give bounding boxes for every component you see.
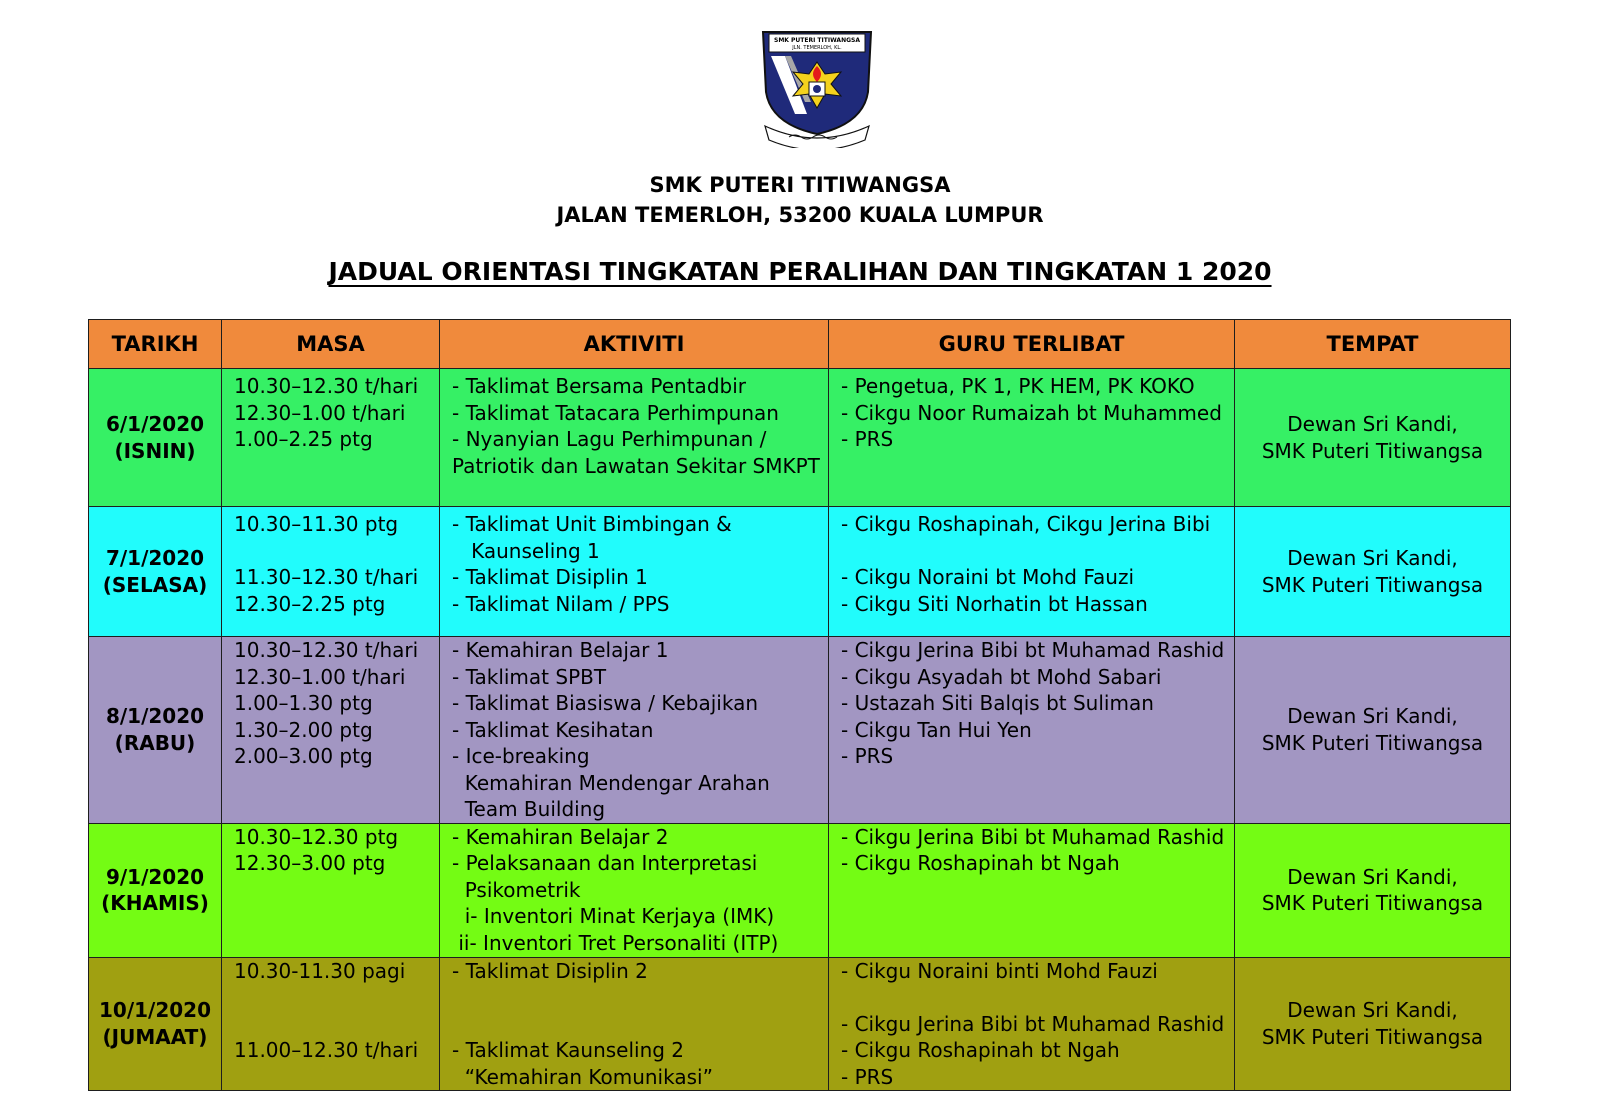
activity-line: Kaunseling 1 bbox=[452, 538, 600, 563]
schedule-title-text: JADUAL ORIENTASI TINGKATAN PERALIHAN DAN TINGKATAN 1 2020 bbox=[328, 257, 1272, 286]
teacher-line: - PRS bbox=[841, 1064, 894, 1089]
activity-line: - Taklimat Nilam / PPS bbox=[452, 591, 670, 616]
table-row bbox=[89, 823, 1511, 957]
place-cell bbox=[1235, 823, 1511, 957]
teachers-cell bbox=[829, 957, 1235, 1091]
teacher-line: - Cikgu Jerina Bibi bt Muhamad Rashid bbox=[841, 638, 1225, 662]
activity-line: Psikometrik bbox=[452, 877, 581, 902]
time-line: 12.30–1.00 t/hari bbox=[234, 400, 406, 425]
teacher-line: - Cikgu Jerina Bibi bt Muhamad Rashid bbox=[841, 824, 1225, 849]
teacher-line: - Pengetua, PK 1, PK HEM, PK KOKO bbox=[841, 374, 1195, 398]
teacher-line: - Cikgu Roshapinah, Cikgu Jerina Bibi bbox=[841, 512, 1211, 536]
schedule-title bbox=[0, 257, 1600, 286]
teachers-cell bbox=[829, 507, 1235, 637]
teachers-cell bbox=[829, 637, 1235, 824]
date-cell bbox=[89, 823, 222, 957]
activity-line: - Ice-breaking bbox=[452, 744, 590, 768]
activity-line: - Taklimat Disiplin 1 bbox=[452, 565, 648, 589]
crest-banner-text: SMK PUTERI TITIWANGSA bbox=[774, 37, 860, 44]
table-row bbox=[89, 637, 1511, 824]
date-text: 8/1/2020 bbox=[105, 704, 205, 729]
activity-line: - Taklimat Kaunseling 2 bbox=[452, 1038, 685, 1062]
time-cell bbox=[222, 637, 440, 824]
activity-line: - Taklimat Disiplin 2 bbox=[452, 958, 648, 983]
time-cell bbox=[222, 823, 440, 957]
time-line: 12.30–3.00 ptg bbox=[234, 851, 386, 875]
orientation-schedule-table bbox=[88, 319, 1511, 1091]
time-line: 12.30–2.25 ptg bbox=[234, 591, 386, 616]
activity-cell bbox=[440, 637, 829, 824]
activity-line bbox=[452, 1011, 828, 1038]
time-line: 10.30–12.30 t/hari bbox=[234, 374, 419, 398]
date-cell bbox=[89, 507, 222, 637]
place-line: SMK Puteri Titiwangsa bbox=[1261, 572, 1484, 597]
teacher-line: - Cikgu Asyadah bt Mohd Sabari bbox=[841, 664, 1162, 689]
teacher-line: - Cikgu Jerina Bibi bt Muhamad Rashid bbox=[841, 1011, 1225, 1036]
table-row bbox=[89, 957, 1511, 1091]
time-line: 1.30–2.00 ptg bbox=[234, 717, 373, 742]
place-line: Dewan Sri Kandi, bbox=[1287, 704, 1458, 729]
time-line: 11.00–12.30 t/hari bbox=[234, 1038, 419, 1062]
activity-line: - Pelaksanaan dan Interpretasi bbox=[452, 851, 758, 875]
time-line: 1.00–1.30 ptg bbox=[234, 691, 373, 715]
table-header-row bbox=[89, 320, 1511, 369]
teacher-line: - Cikgu Roshapinah bt Ngah bbox=[841, 1038, 1120, 1062]
teacher-line bbox=[841, 538, 1234, 565]
activity-cell bbox=[440, 507, 829, 637]
school-crest-logo bbox=[755, 22, 879, 148]
date-cell bbox=[89, 369, 222, 507]
teacher-line: - Cikgu Noor Rumaizah bt Muhammed bbox=[841, 400, 1222, 425]
place-line: Dewan Sri Kandi, bbox=[1287, 998, 1458, 1023]
column-header-date: TARIKH bbox=[89, 320, 222, 369]
place-cell bbox=[1235, 637, 1511, 824]
day-text: (JUMAAT) bbox=[102, 1024, 208, 1049]
time-cell bbox=[222, 507, 440, 637]
date-cell bbox=[89, 957, 222, 1091]
column-header-place: TEMPAT bbox=[1235, 320, 1511, 369]
time-line bbox=[234, 984, 439, 1011]
teacher-line: - Cikgu Noraini binti Mohd Fauzi bbox=[841, 958, 1158, 983]
time-cell bbox=[222, 369, 440, 507]
date-text: 10/1/2020 bbox=[98, 998, 212, 1023]
activity-line: - Taklimat Biasiswa / Kebajikan bbox=[452, 691, 759, 715]
activity-line: “Kemahiran Komunikasi” bbox=[452, 1064, 713, 1089]
date-text: 7/1/2020 bbox=[105, 546, 205, 570]
time-line: 12.30–1.00 t/hari bbox=[234, 664, 406, 689]
place-cell bbox=[1235, 957, 1511, 1091]
activity-cell bbox=[440, 957, 829, 1091]
day-text: (ISNIN) bbox=[114, 438, 196, 463]
activity-line: - Taklimat Bersama Pentadbir bbox=[452, 374, 746, 398]
activity-line: - Taklimat Kesihatan bbox=[452, 717, 654, 742]
time-line bbox=[234, 1011, 439, 1038]
activity-line: - Nyanyian Lagu Perhimpunan / bbox=[452, 427, 767, 451]
time-line bbox=[234, 538, 439, 565]
place-line: Dewan Sri Kandi, bbox=[1287, 412, 1458, 436]
time-line: 10.30-11.30 pagi bbox=[234, 958, 406, 983]
place-line: SMK Puteri Titiwangsa bbox=[1261, 438, 1484, 463]
column-header-time: MASA bbox=[222, 320, 440, 369]
time-line: 11.30–12.30 t/hari bbox=[234, 565, 419, 589]
activity-line: - Kemahiran Belajar 1 bbox=[452, 638, 669, 662]
place-line: SMK Puteri Titiwangsa bbox=[1261, 730, 1484, 755]
teacher-line: - Cikgu Tan Hui Yen bbox=[841, 717, 1032, 742]
place-line: SMK Puteri Titiwangsa bbox=[1261, 891, 1484, 915]
time-line: 1.00–2.25 ptg bbox=[234, 427, 373, 451]
activity-line: - Taklimat Unit Bimbingan & bbox=[452, 512, 732, 536]
school-name: SMK PUTERI TITIWANGSA bbox=[649, 173, 951, 197]
teacher-line: - Cikgu Siti Norhatin bt Hassan bbox=[841, 591, 1148, 616]
activity-line: Kemahiran Mendengar Arahan bbox=[452, 770, 770, 795]
place-cell bbox=[1235, 369, 1511, 507]
schedule-body bbox=[89, 369, 1511, 1091]
activity-line: - Taklimat SPBT bbox=[452, 664, 607, 689]
activity-line bbox=[452, 984, 828, 1011]
activity-cell bbox=[440, 369, 829, 507]
teacher-line: - Ustazah Siti Balqis bt Suliman bbox=[841, 691, 1154, 715]
activity-line: Team Building bbox=[452, 797, 606, 821]
table-row bbox=[89, 507, 1511, 637]
teacher-line: - Cikgu Noraini bt Mohd Fauzi bbox=[841, 565, 1134, 589]
column-header-activity: AKTIVITI bbox=[440, 320, 829, 369]
crest-banner-subtext: JLN. TEMERLOH, KL. bbox=[792, 45, 842, 51]
activity-line: Patriotik dan Lawatan Sekitar SMKPT bbox=[452, 453, 820, 478]
activity-cell bbox=[440, 823, 829, 957]
school-address: JALAN TEMERLOH, 53200 KUALA LUMPUR bbox=[556, 203, 1044, 227]
time-line: 2.00–3.00 ptg bbox=[234, 744, 373, 768]
date-text: 9/1/2020 bbox=[105, 864, 205, 889]
place-cell bbox=[1235, 507, 1511, 637]
teacher-line bbox=[841, 984, 1234, 1011]
teachers-cell bbox=[829, 369, 1235, 507]
column-header-teachers: GURU TERLIBAT bbox=[829, 320, 1235, 369]
teacher-line: - PRS bbox=[841, 427, 894, 451]
place-line: Dewan Sri Kandi, bbox=[1287, 546, 1458, 570]
table-row bbox=[89, 369, 1511, 507]
date-text: 6/1/2020 bbox=[105, 412, 205, 436]
activity-line: - Kemahiran Belajar 2 bbox=[452, 824, 669, 849]
place-line: SMK Puteri Titiwangsa bbox=[1261, 1024, 1484, 1049]
time-line: 10.30–11.30 ptg bbox=[234, 512, 399, 536]
activity-line: ii- Inventori Tret Personaliti (ITP) bbox=[452, 930, 779, 955]
day-text: (KHAMIS) bbox=[101, 891, 209, 915]
day-text: (SELASA) bbox=[102, 572, 208, 597]
time-cell bbox=[222, 957, 440, 1091]
day-text: (RABU) bbox=[114, 730, 196, 755]
place-line: Dewan Sri Kandi, bbox=[1287, 864, 1458, 889]
date-cell bbox=[89, 637, 222, 824]
time-line: 10.30–12.30 t/hari bbox=[234, 638, 419, 662]
time-line: 10.30–12.30 ptg bbox=[234, 824, 399, 849]
teachers-cell bbox=[829, 823, 1235, 957]
teacher-line: - PRS bbox=[841, 744, 894, 768]
activity-line: i- Inventori Minat Kerjaya (IMK) bbox=[452, 904, 775, 928]
activity-line: - Taklimat Tatacara Perhimpunan bbox=[452, 400, 779, 425]
teacher-line: - Cikgu Roshapinah bt Ngah bbox=[841, 851, 1120, 875]
